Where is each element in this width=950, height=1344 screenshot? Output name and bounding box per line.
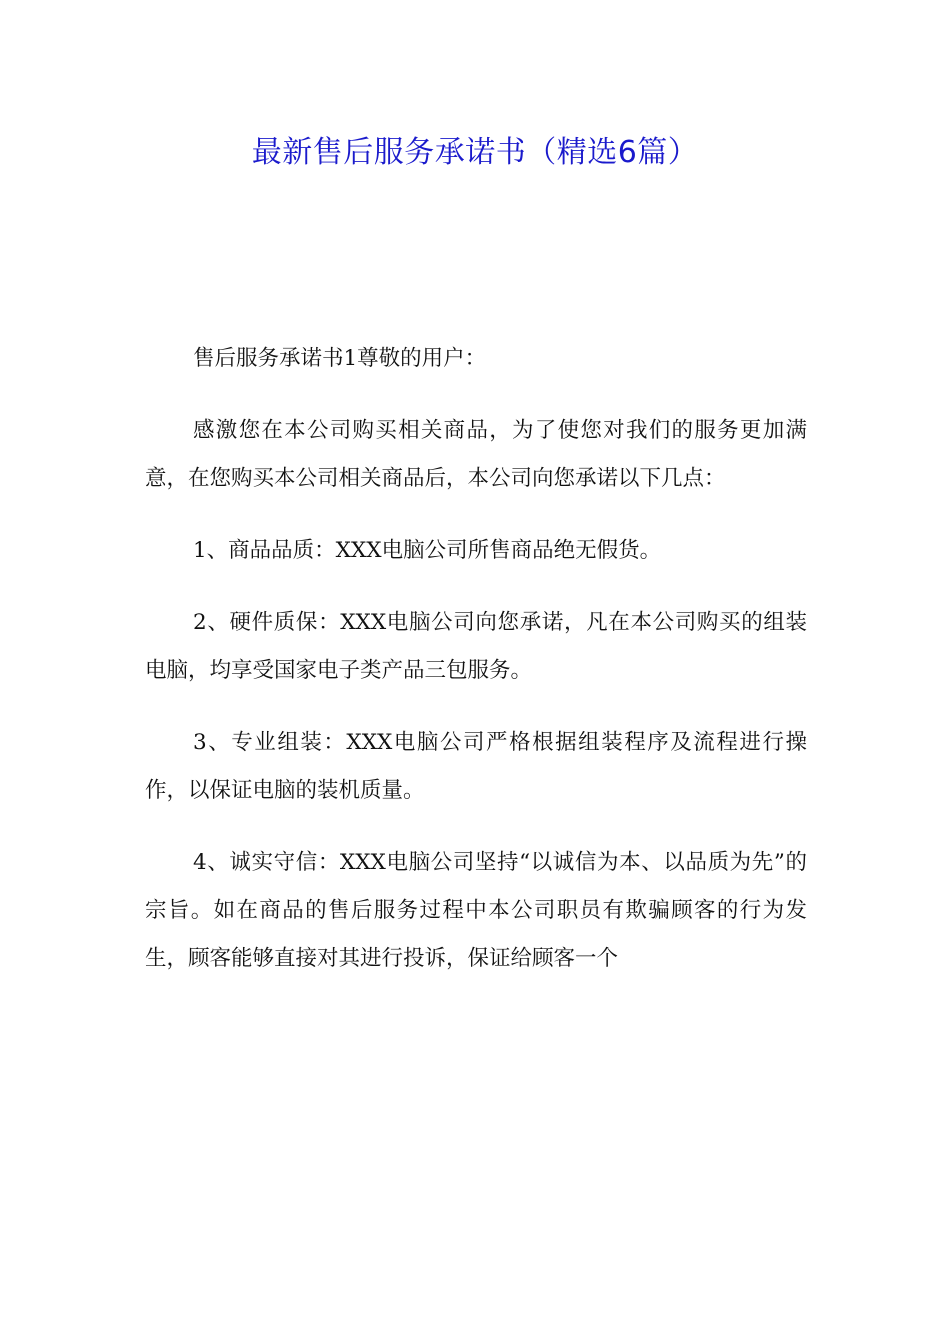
paragraph-item-2: 2、硬件质保：XXX电脑公司向您承诺，凡在本公司购买的组装电脑，均享受国家电子类产品三包服务。 bbox=[145, 610, 807, 683]
paragraph-intro: 感激您在本公司购买相关商品，为了使您对我们的服务更加满意，在您购买本公司相关商品后，本公司向您承诺以下几点： bbox=[145, 418, 807, 491]
document-body bbox=[145, 335, 807, 1007]
paragraph-item-1: 1、商品品质：XXX电脑公司所售商品绝无假货。 bbox=[193, 538, 662, 563]
paragraph-salutation: 售后服务承诺书1尊敬的用户： bbox=[193, 346, 487, 371]
paragraph-item-3: 3、专业组装：XXX电脑公司严格根据组装程序及流程进行操作，以保证电脑的装机质量。 bbox=[145, 730, 807, 803]
document-title: 最新售后服务承诺书（精选6篇） bbox=[251, 135, 699, 170]
paragraph-item-4: 4、诚实守信：XXX电脑公司坚持“以诚信为本、以品质为先”的宗旨。如在商品的售后服务过程中本公司职员有欺骗顾客的行为发生，顾客能够直接对其进行投诉，保证给顾客一个 bbox=[145, 850, 807, 971]
